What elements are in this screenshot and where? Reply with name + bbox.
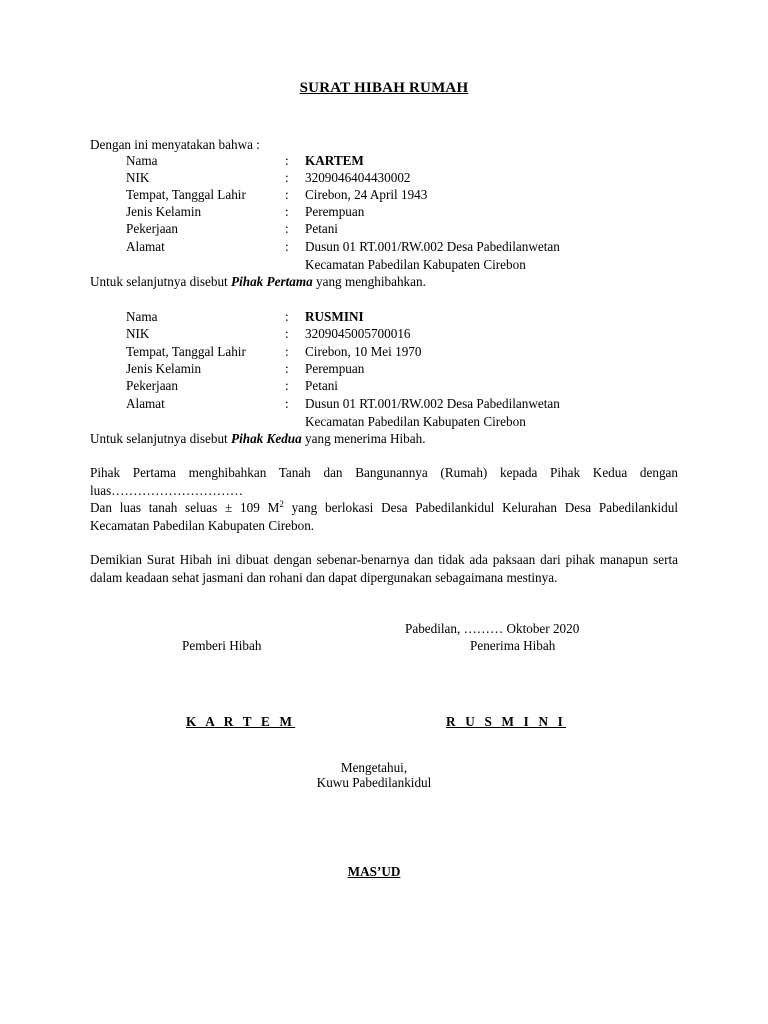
label-nik: NIK (126, 326, 150, 341)
p1-reference (90, 273, 426, 290)
p1-ttl-row (0, 186, 768, 203)
intro-text: Dengan ini menyatakan bahwa : (90, 137, 260, 152)
colon: : (285, 396, 289, 411)
p1-nik-row (0, 169, 768, 186)
colon: : (285, 239, 289, 254)
paragraph-demikian: Demikian Surat Hibah ini dibuat dengan sebenar-benarnya dan tidak ada paksaan dari pihak manapun serta dalam keadaan sehat jasmani dan rohani dan dapat dipergunakan sebagaimana mestinya. (90, 552, 678, 585)
label-nama: Nama (126, 153, 158, 168)
p1-ttl-value: Cirebon, 24 April 1943 (305, 187, 428, 202)
label-nama: Nama (126, 309, 158, 324)
signature-name-penerima: R U S M I N I (446, 714, 566, 729)
label-pekerjaan: Pekerjaan (126, 378, 178, 393)
p2-jk-row (0, 360, 768, 377)
colon: : (285, 204, 289, 219)
p1-nama-value: KARTEM (305, 153, 364, 168)
luas-sup: 2 (279, 499, 284, 509)
p2-pekerjaan-value: Petani (305, 378, 338, 393)
p1-jk-row (0, 203, 768, 220)
p2-alamat-line2: Kecamatan Pabedilan Kabupaten Cirebon (305, 414, 526, 429)
colon: : (285, 221, 289, 236)
p1-alamat-row (0, 238, 768, 255)
p2-alamat-line1: Dusun 01 RT.001/RW.002 Desa Pabedilanwetan (305, 396, 560, 411)
label-ttl: Tempat, Tanggal Lahir (126, 344, 246, 359)
colon: : (285, 170, 289, 185)
luas-post: yang berlokasi Desa Pabedilankidul Kelurahan Desa Pabedilankidul Kecamatan Pabedilan Kabupaten Cirebon. (90, 500, 679, 533)
colon: : (285, 361, 289, 376)
mengetahui-label: Mengetahui, (340, 760, 408, 775)
p2-nama-row (0, 308, 768, 325)
pemberi-hibah-label: Pemberi Hibah (182, 638, 262, 653)
p2-ref-pre: Untuk selanjutnya disebut (90, 431, 232, 446)
luas-pre: Dan luas tanah seluas ± 109 M (90, 500, 280, 515)
p1-nik-value: 3209046404430002 (305, 170, 411, 185)
label-ttl: Tempat, Tanggal Lahir (126, 187, 246, 202)
label-jk: Jenis Kelamin (126, 204, 202, 219)
p2-ttl-value: Cirebon, 10 Mei 1970 (305, 344, 422, 359)
colon: : (285, 309, 289, 324)
p1-jk-value: Perempuan (305, 204, 365, 219)
label-jk: Jenis Kelamin (126, 361, 202, 376)
p2-pekerjaan-row (0, 377, 768, 394)
p2-jk-value: Perempuan (305, 361, 365, 376)
p2-ttl-row (0, 343, 768, 360)
p2-ref-post: yang menerima Hibah. (301, 431, 426, 446)
p2-nama-value: RUSMINI (305, 309, 364, 324)
p1-nama-row (0, 152, 768, 169)
label-alamat: Alamat (126, 239, 165, 254)
label-alamat: Alamat (126, 396, 165, 411)
p1-ref-post: yang menghibahkan. (312, 274, 426, 289)
paragraph-luas (90, 499, 678, 534)
p1-pekerjaan-value: Petani (305, 221, 338, 236)
p2-ref-em: Pihak Kedua (231, 431, 302, 446)
p1-pekerjaan-row (0, 220, 768, 237)
colon: : (285, 187, 289, 202)
penerima-hibah-label: Penerima Hibah (470, 638, 556, 653)
p2-reference (90, 430, 426, 447)
colon: : (285, 326, 289, 341)
paragraph-hibah: Pihak Pertama menghibahkan Tanah dan Bangunannya (Rumah) kepada Pihak Kedua dengan luas………………………… (90, 465, 678, 498)
p1-ref-em: Pihak Pertama (231, 274, 313, 289)
colon: : (285, 344, 289, 359)
p1-alamat-line2: Kecamatan Pabedilan Kabupaten Cirebon (305, 257, 526, 272)
label-nik: NIK (126, 170, 150, 185)
signature-name-kuwu: MAS’UD (347, 864, 401, 879)
p2-nik-value: 3209045005700016 (305, 326, 411, 341)
kuwu-label: Kuwu Pabedilankidul (316, 775, 432, 790)
p1-ref-pre: Untuk selanjutnya disebut (90, 274, 232, 289)
colon: : (285, 378, 289, 393)
document-title: SURAT HIBAH RUMAH (299, 80, 469, 96)
p1-alamat-line1: Dusun 01 RT.001/RW.002 Desa Pabedilanwetan (305, 239, 560, 254)
p2-alamat-row (0, 395, 768, 412)
place-date: Pabedilan, ……… Oktober 2020 (405, 621, 580, 636)
label-pekerjaan: Pekerjaan (126, 221, 178, 236)
colon: : (285, 153, 289, 168)
signature-name-pemberi: K A R T E M (186, 714, 296, 729)
p2-nik-row (0, 325, 768, 342)
